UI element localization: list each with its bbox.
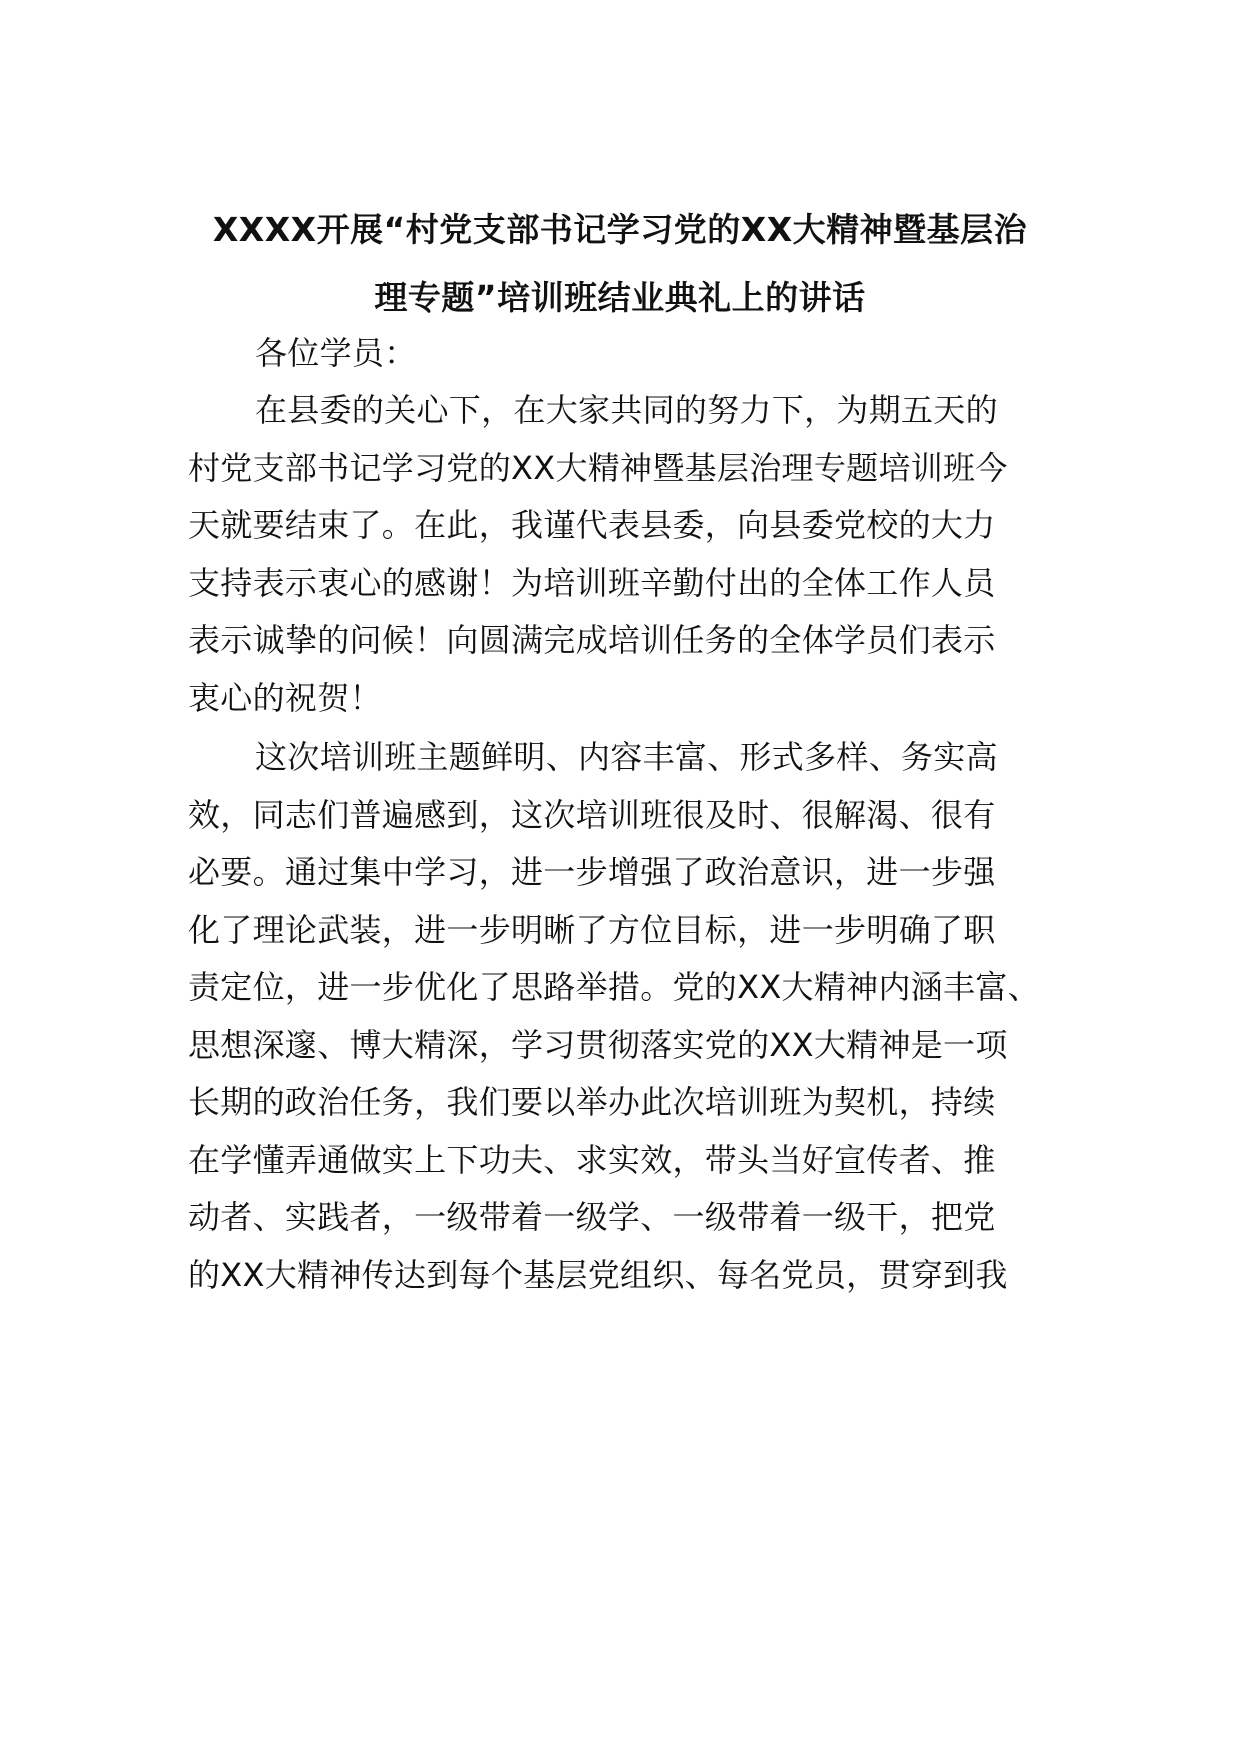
paragraph-line: 表示诚挚的问候！向圆满完成培训任务的全体学员们表示: [188, 621, 996, 659]
paragraph-line: 天就要结束了。在此，我谨代表县委，向县委党校的大力: [188, 506, 996, 544]
paragraph-line: 在县委的关心下，在大家共同的努力下，为期五天的: [255, 391, 998, 429]
paragraph-line: 衷心的祝贺！: [188, 679, 382, 717]
paragraph-line: 的XX大精神传达到每个基层党组织、每名党员，贯穿到我: [188, 1256, 1008, 1294]
document-title-line-1: XXXX开展“村党支部书记学习党的XX大精神暨基层治: [212, 210, 1028, 249]
paragraph-line: 思想深邃、博大精深，学习贯彻落实党的XX大精神是一项: [188, 1026, 1008, 1064]
paragraph-line: 村党支部书记学习党的XX大精神暨基层治理专题培训班今: [188, 449, 1008, 487]
paragraph-line: 责定位，进一步优化了思路举措。党的XX大精神内涵丰富、: [188, 968, 1040, 1006]
paragraph-line: 长期的政治任务，我们要以举办此次培训班为契机，持续: [188, 1083, 996, 1121]
paragraph-line: 必要。通过集中学习，进一步增强了政治意识，进一步强: [188, 853, 996, 891]
paragraph-line: 化了理论武装，进一步明晰了方位目标，进一步明确了职: [188, 911, 996, 949]
paragraph-line: 支持表示衷心的感谢！为培训班辛勤付出的全体工作人员: [188, 564, 996, 602]
salutation: 各位学员：: [255, 334, 417, 372]
paragraph-line: 这次培训班主题鲜明、内容丰富、形式多样、务实高: [255, 738, 998, 776]
document-title-line-2: 理专题”培训班结业典礼上的讲话: [374, 278, 866, 317]
paragraph-line: 动者、实践者，一级带着一级学、一级带着一级干，把党: [188, 1198, 996, 1236]
paragraph-line: 效，同志们普遍感到，这次培训班很及时、很解渴、很有: [188, 796, 996, 834]
paragraph-line: 在学懂弄通做实上下功夫、求实效，带头当好宣传者、推: [188, 1141, 996, 1179]
